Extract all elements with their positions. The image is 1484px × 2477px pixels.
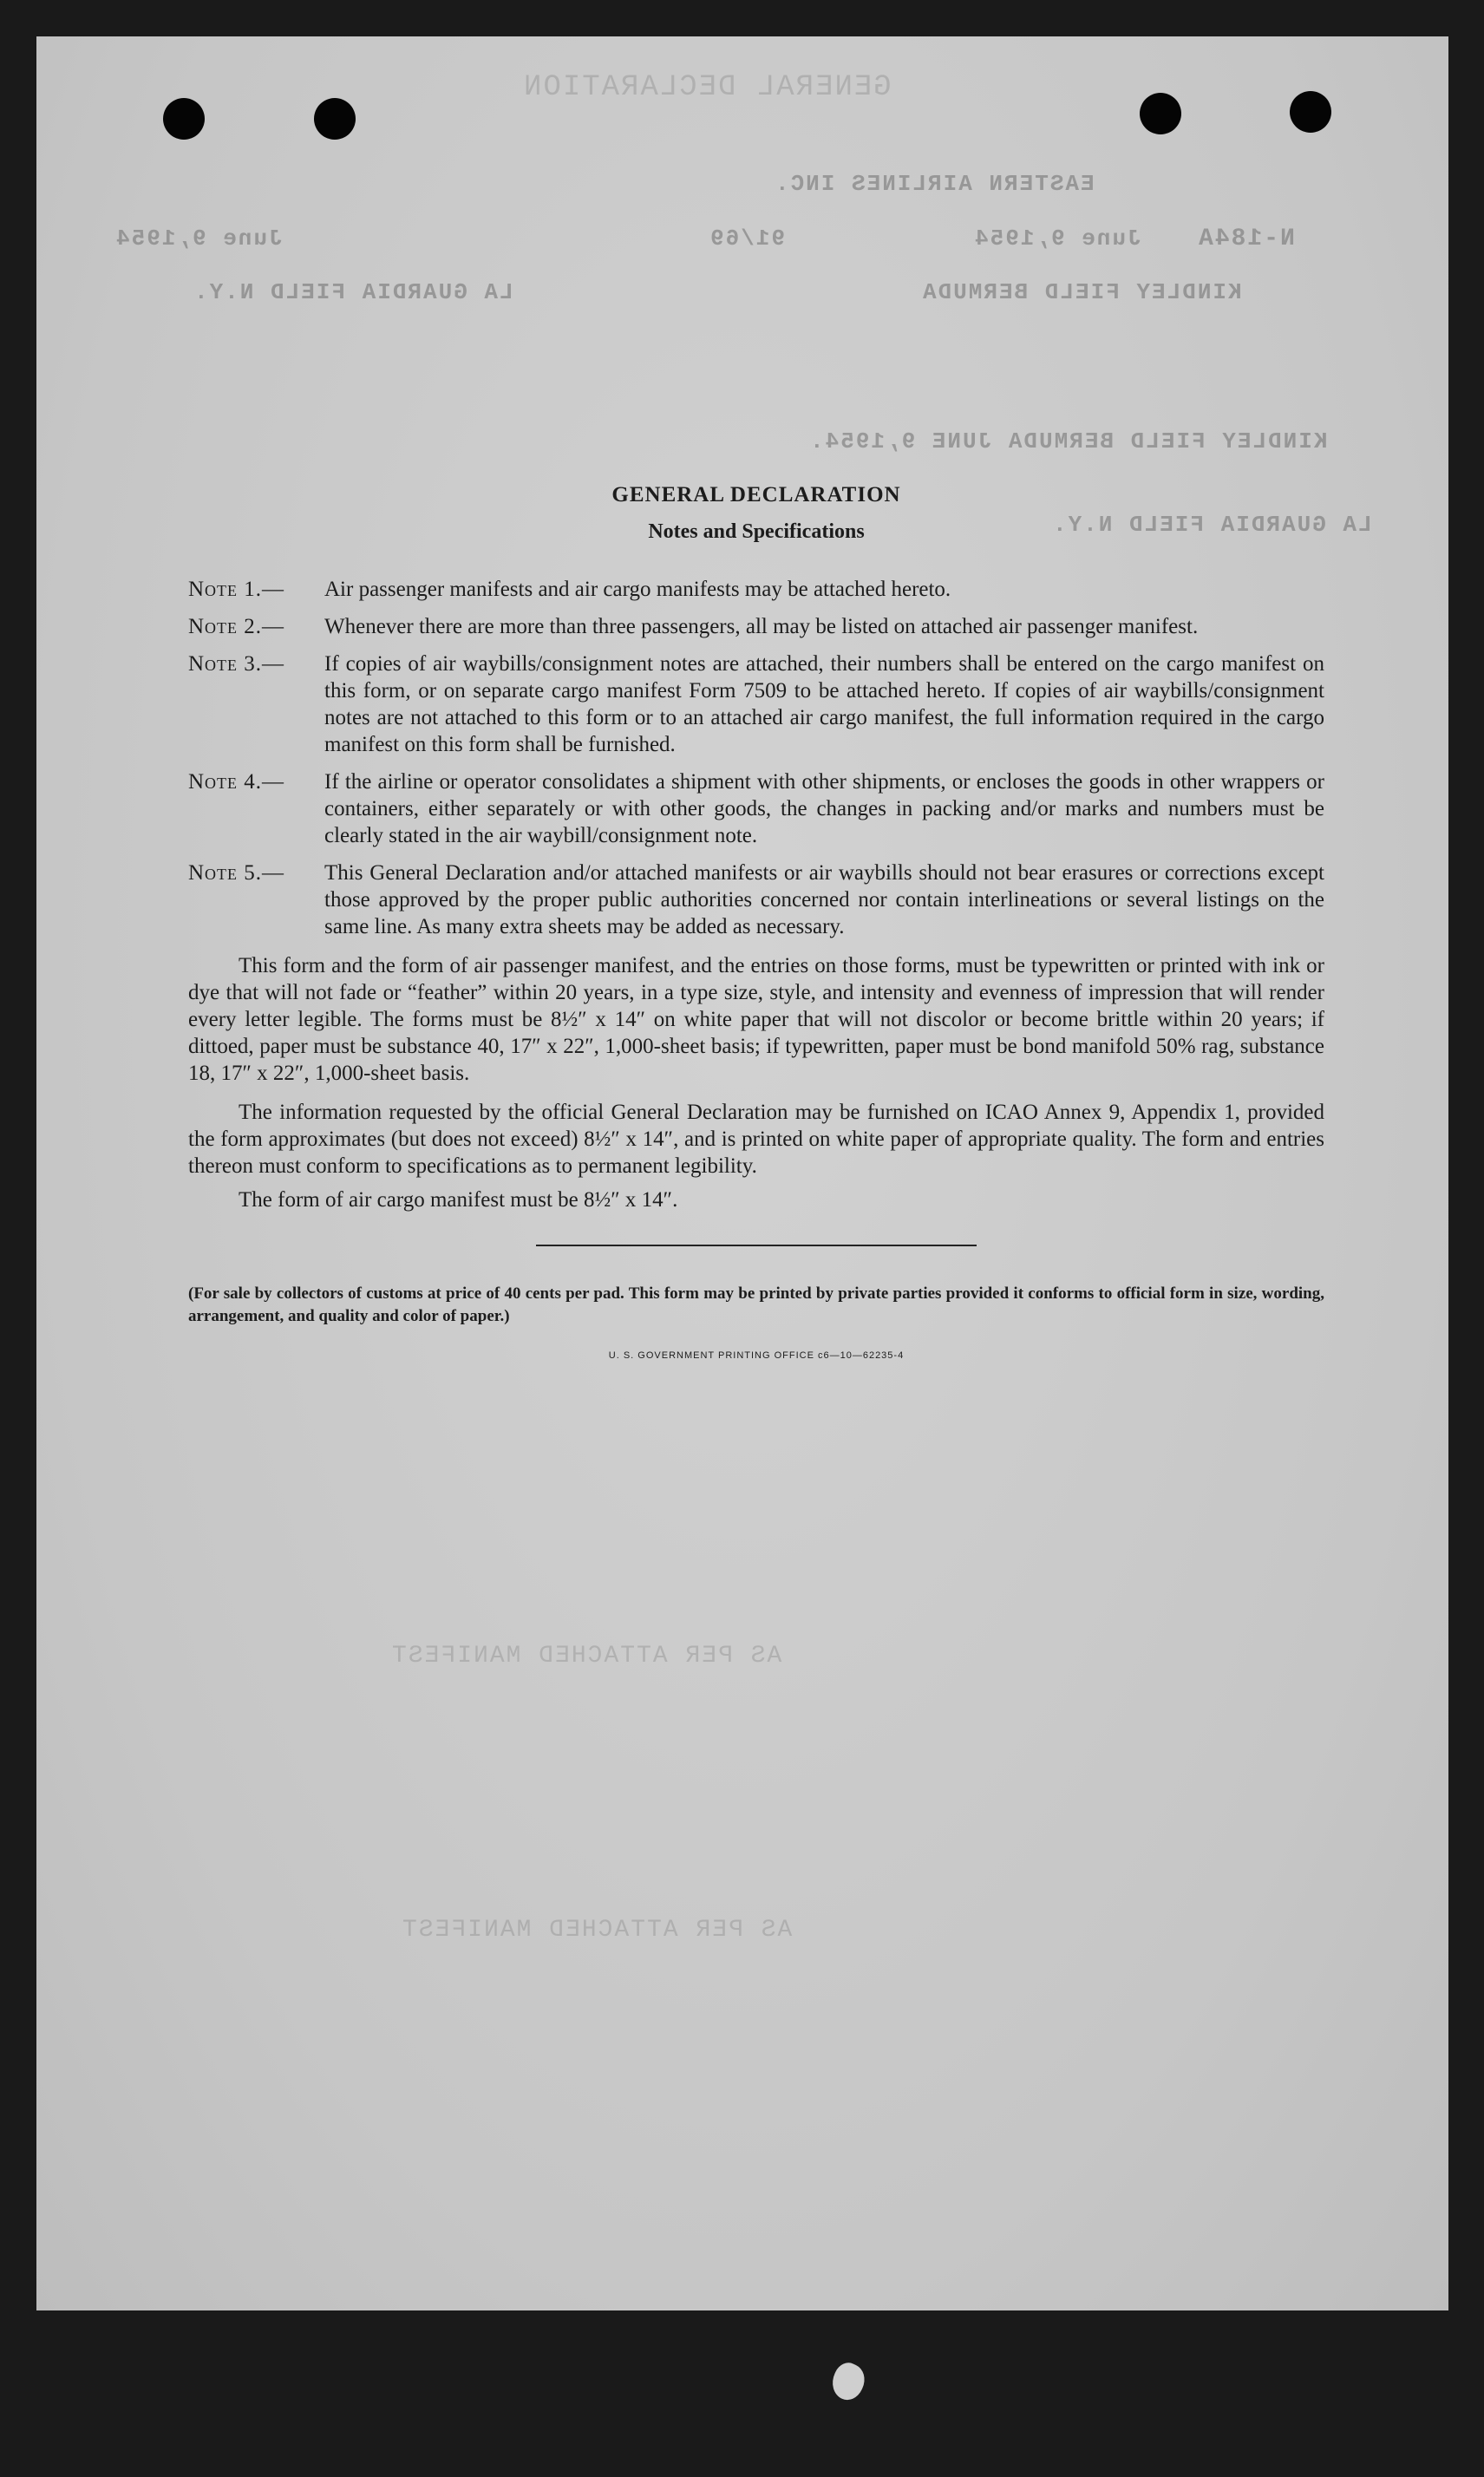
note-label: Note 5. <box>188 861 263 885</box>
bleed-through-number: 91/69 <box>709 225 786 252</box>
bleed-through-date: June 9,1954 <box>973 225 1141 252</box>
bleed-through-manifest: AS PER ATTACHED MANIFEST <box>390 1643 782 1670</box>
document-sheet <box>36 36 1448 2310</box>
sale-notice: (For sale by collectors of customs at price of 40 cents per pad. This form may be printed by private parties provided it conforms to official form in size, wording, arrangement, and quality and color of paper.) <box>188 1284 1324 1325</box>
bleed-through-departure: KINDLEY FIELD BERMUDA JUNE 9,1954. <box>808 428 1328 454</box>
scan-mark <box>827 2358 870 2404</box>
bleed-through-destination: LA GUARDIA FIELD N.Y. <box>193 279 513 305</box>
note-label: Note 3. <box>188 652 263 676</box>
note-label: Note 1. <box>188 578 263 601</box>
bleed-through-flight: N-184A <box>1197 225 1295 252</box>
note-item: Note 3.— If copies of air waybills/consignment notes are attached, their numbers shall be entered on the cargo manifest on this form, or on separate cargo manifest Form 7509 to be attached hereto. If copies of air waybills/consignment notes are not attached to this form or to an attached air cargo manifest, the full information required in the cargo manifest on this form shall be furnished. <box>188 652 1324 756</box>
page-title: GENERAL DECLARATION <box>611 483 901 507</box>
printer-line: U. S. GOVERNMENT PRINTING OFFICE c6—10—62235-4 <box>608 1350 905 1361</box>
note-text: Air passenger manifests and air cargo manifests may be attached hereto. <box>324 578 951 601</box>
bleed-through-route: KINDLEY FIELD BERMUDA <box>921 279 1242 305</box>
punch-hole <box>1290 91 1331 133</box>
note-label: Note 4. <box>188 770 263 794</box>
specification-paragraph: This form and the form of air passenger manifest, and the entries on those forms, must be typewritten or printed with ink or dye that will not fade or “feather” within 20 years, in a type size, style, and intensity and evenness of impression that will render every letter legible. The forms must be 8½″ x 14″ on white paper that will not discolor or become brittle within 20 years; if dittoed, paper must be substance 40, 17″ x 22″, 1,000-sheet basis; if typewritten, paper must be bond manifold 50% rag, substance 18, 17″ x 22″, 1,000-sheet basis. <box>188 954 1324 1085</box>
bleed-through-manifest: AS PER ATTACHED MANIFEST <box>401 1917 793 1944</box>
bleed-through-airline: EASTERN AIRLINES INC. <box>774 171 1095 197</box>
punch-hole <box>1140 93 1181 134</box>
note-text: Whenever there are more than three passengers, all may be listed on attached air passenger manifest. <box>324 615 1199 638</box>
notes-and-specifications <box>188 479 1324 1361</box>
note-label: Note 2. <box>188 615 263 638</box>
notes-list <box>188 576 1324 940</box>
punch-hole <box>163 98 205 140</box>
page-subtitle: Notes and Specifications <box>648 520 865 543</box>
bleed-through-date: June 9,1954 <box>114 225 283 252</box>
note-text: If copies of air waybills/consignment notes are attached, their numbers shall be entered on the cargo manifest on this form, or on separate cargo manifest Form 7509 to be attached hereto. If copies of air waybills/consignment notes are not attached to this form or to an attached air cargo manifest, the full information required in the cargo manifest on this form shall be furnished. <box>324 652 1324 756</box>
bleed-through-header: GENERAL DECLARATION <box>522 71 892 104</box>
note-text: This General Declaration and/or attached manifests or air waybills should not bear erasures or corrections except those approved by the proper public authorities concerned nor contain interlineations or several listings on the same line. As many extra sheets may be added as necessary. <box>324 861 1324 938</box>
note-text: If the airline or operator consolidates a shipment with other shipments, or encloses the goods in other wrappers or containers, either separately or with other goods, the changes in packing and/or marks and numbers must be clearly stated in the air waybill/consignment note. <box>324 770 1324 847</box>
specification-paragraph: The information requested by the official General Declaration may be furnished on ICAO Annex 9, Appendix 1, provided the form approximates (but does not exceed) 8½″ x 14″, and is printed on white paper of appropriate quality. The form and entries thereon must conform to specifications as to permanent legibility. <box>188 1101 1324 1178</box>
punch-hole <box>314 98 356 140</box>
note-item: Note 4.— If the airline or operator consolidates a shipment with other shipments, or encloses the goods in other wrappers or containers, either separately or with other goods, the changes in packing and/or marks and numbers must be clearly stated in the air waybill/consignment note. <box>188 770 1324 847</box>
specification-paragraph: The form of air cargo manifest must be 8½″ x 14″. <box>239 1188 678 1212</box>
note-item: Note 5.— This General Declaration and/or attached manifests or air waybills should not bear erasures or corrections except those approved by the proper public authorities concerned nor contain interlineations or several listings on the same line. As many extra sheets may be added as necessary. <box>188 861 1324 938</box>
note-item: Note 2.— Whenever there are more than three passengers, all may be listed on attached air passenger manifest. <box>188 613 1324 640</box>
note-item: Note 1.— Air passenger manifests and air cargo manifests may be attached hereto. <box>188 576 1324 603</box>
bleed-through-arrival: LA GUARDIA FIELD N.Y. <box>1051 512 1372 538</box>
divider <box>536 1245 977 1246</box>
